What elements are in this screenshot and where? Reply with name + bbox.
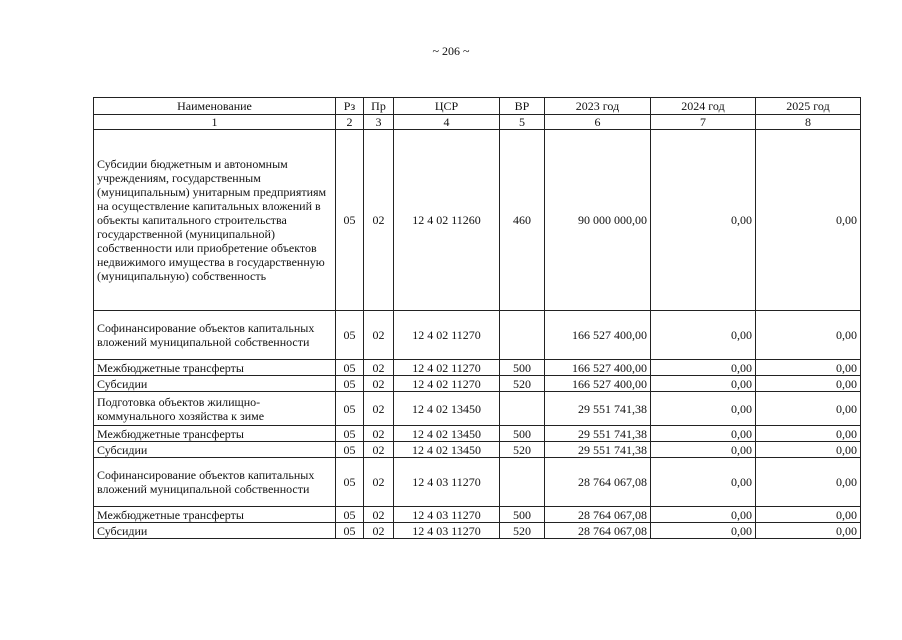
cell-csr: 12 4 03 11270 — [394, 458, 500, 507]
table-row — [94, 426, 861, 442]
cell-pr: 02 — [364, 360, 394, 376]
header-2024: 2024 год — [651, 98, 756, 115]
table-row — [94, 130, 861, 311]
cell-vr: 500 — [500, 360, 545, 376]
cell-csr: 12 4 02 11260 — [394, 130, 500, 311]
cell-rz: 05 — [336, 311, 364, 360]
cell-2024: 0,00 — [651, 442, 756, 458]
header-name: Наименование — [94, 98, 336, 115]
cell-pr: 02 — [364, 130, 394, 311]
cell-2023: 166 527 400,00 — [545, 376, 651, 392]
cell-rz: 05 — [336, 360, 364, 376]
cell-rz: 05 — [336, 507, 364, 523]
column-number-row — [94, 115, 861, 130]
cell-2025: 0,00 — [756, 458, 861, 507]
table-row — [94, 523, 861, 539]
cell-2023: 90 000 000,00 — [545, 130, 651, 311]
cell-2024: 0,00 — [651, 130, 756, 311]
cell-csr: 12 4 02 13450 — [394, 442, 500, 458]
cell-csr: 12 4 03 11270 — [394, 507, 500, 523]
cell-name: Софинансирование объектов капитальных вложений муниципальной собственности — [94, 458, 336, 507]
cell-name: Субсидии бюджетным и автономным учреждениям, государственным (муниципальным) унитарным предприятиям на осуществление капитальных вложений в объекты капитального строительства государственной (муниципальной) собственности или приобретение объектов недвижимого имущества в государственную (муниципальную) собственность — [94, 130, 336, 311]
cell-2024: 0,00 — [651, 360, 756, 376]
column-number: 3 — [364, 115, 394, 130]
table-row — [94, 442, 861, 458]
cell-2024: 0,00 — [651, 523, 756, 539]
header-rz: Рз — [336, 98, 364, 115]
cell-rz: 05 — [336, 442, 364, 458]
cell-name: Субсидии — [94, 442, 336, 458]
header-vr: ВР — [500, 98, 545, 115]
cell-2023: 28 764 067,08 — [545, 458, 651, 507]
cell-vr: 500 — [500, 426, 545, 442]
cell-2025: 0,00 — [756, 507, 861, 523]
cell-pr: 02 — [364, 376, 394, 392]
table-row — [94, 507, 861, 523]
cell-csr: 12 4 02 11270 — [394, 311, 500, 360]
cell-2023: 166 527 400,00 — [545, 360, 651, 376]
cell-csr: 12 4 02 11270 — [394, 376, 500, 392]
table-row — [94, 311, 861, 360]
cell-rz: 05 — [336, 130, 364, 311]
cell-2025: 0,00 — [756, 426, 861, 442]
header-2023: 2023 год — [545, 98, 651, 115]
cell-pr: 02 — [364, 442, 394, 458]
cell-vr: 460 — [500, 130, 545, 311]
header-2025: 2025 год — [756, 98, 861, 115]
header-row — [94, 98, 861, 115]
column-number: 6 — [545, 115, 651, 130]
cell-csr: 12 4 03 11270 — [394, 523, 500, 539]
table-row — [94, 392, 861, 426]
cell-vr: 520 — [500, 376, 545, 392]
cell-vr — [500, 458, 545, 507]
cell-vr — [500, 392, 545, 426]
cell-2025: 0,00 — [756, 360, 861, 376]
column-number: 8 — [756, 115, 861, 130]
budget-table — [93, 97, 861, 539]
cell-2023: 29 551 741,38 — [545, 442, 651, 458]
cell-2023: 29 551 741,38 — [545, 426, 651, 442]
column-number: 1 — [94, 115, 336, 130]
cell-csr: 12 4 02 11270 — [394, 360, 500, 376]
page-number: ~ 206 ~ — [432, 44, 470, 58]
column-number: 2 — [336, 115, 364, 130]
cell-pr: 02 — [364, 311, 394, 360]
cell-rz: 05 — [336, 458, 364, 507]
cell-2025: 0,00 — [756, 376, 861, 392]
cell-name: Софинансирование объектов капитальных вложений муниципальной собственности — [94, 311, 336, 360]
cell-rz: 05 — [336, 392, 364, 426]
cell-2024: 0,00 — [651, 507, 756, 523]
cell-2025: 0,00 — [756, 392, 861, 426]
header-pr: Пр — [364, 98, 394, 115]
header-csr: ЦСР — [394, 98, 500, 115]
cell-vr: 500 — [500, 507, 545, 523]
cell-2024: 0,00 — [651, 458, 756, 507]
cell-2025: 0,00 — [756, 130, 861, 311]
cell-name: Межбюджетные трансферты — [94, 426, 336, 442]
cell-2025: 0,00 — [756, 442, 861, 458]
cell-pr: 02 — [364, 458, 394, 507]
table-row — [94, 360, 861, 376]
cell-name: Межбюджетные трансферты — [94, 507, 336, 523]
cell-pr: 02 — [364, 523, 394, 539]
cell-rz: 05 — [336, 426, 364, 442]
cell-name: Субсидии — [94, 523, 336, 539]
cell-rz: 05 — [336, 523, 364, 539]
cell-vr: 520 — [500, 523, 545, 539]
column-number: 7 — [651, 115, 756, 130]
cell-2024: 0,00 — [651, 426, 756, 442]
cell-2023: 29 551 741,38 — [545, 392, 651, 426]
cell-2025: 0,00 — [756, 523, 861, 539]
cell-pr: 02 — [364, 392, 394, 426]
cell-2024: 0,00 — [651, 376, 756, 392]
table-row — [94, 376, 861, 392]
cell-csr: 12 4 02 13450 — [394, 426, 500, 442]
table-row — [94, 458, 861, 507]
cell-rz: 05 — [336, 376, 364, 392]
cell-csr: 12 4 02 13450 — [394, 392, 500, 426]
cell-pr: 02 — [364, 426, 394, 442]
cell-pr: 02 — [364, 507, 394, 523]
cell-vr — [500, 311, 545, 360]
cell-2023: 166 527 400,00 — [545, 311, 651, 360]
cell-2025: 0,00 — [756, 311, 861, 360]
column-number: 5 — [500, 115, 545, 130]
cell-2024: 0,00 — [651, 392, 756, 426]
cell-vr: 520 — [500, 442, 545, 458]
column-number: 4 — [394, 115, 500, 130]
cell-name: Межбюджетные трансферты — [94, 360, 336, 376]
cell-2024: 0,00 — [651, 311, 756, 360]
cell-2023: 28 764 067,08 — [545, 507, 651, 523]
cell-2023: 28 764 067,08 — [545, 523, 651, 539]
cell-name: Подготовка объектов жилищно-коммунального хозяйства к зиме — [94, 392, 336, 426]
cell-name: Субсидии — [94, 376, 336, 392]
